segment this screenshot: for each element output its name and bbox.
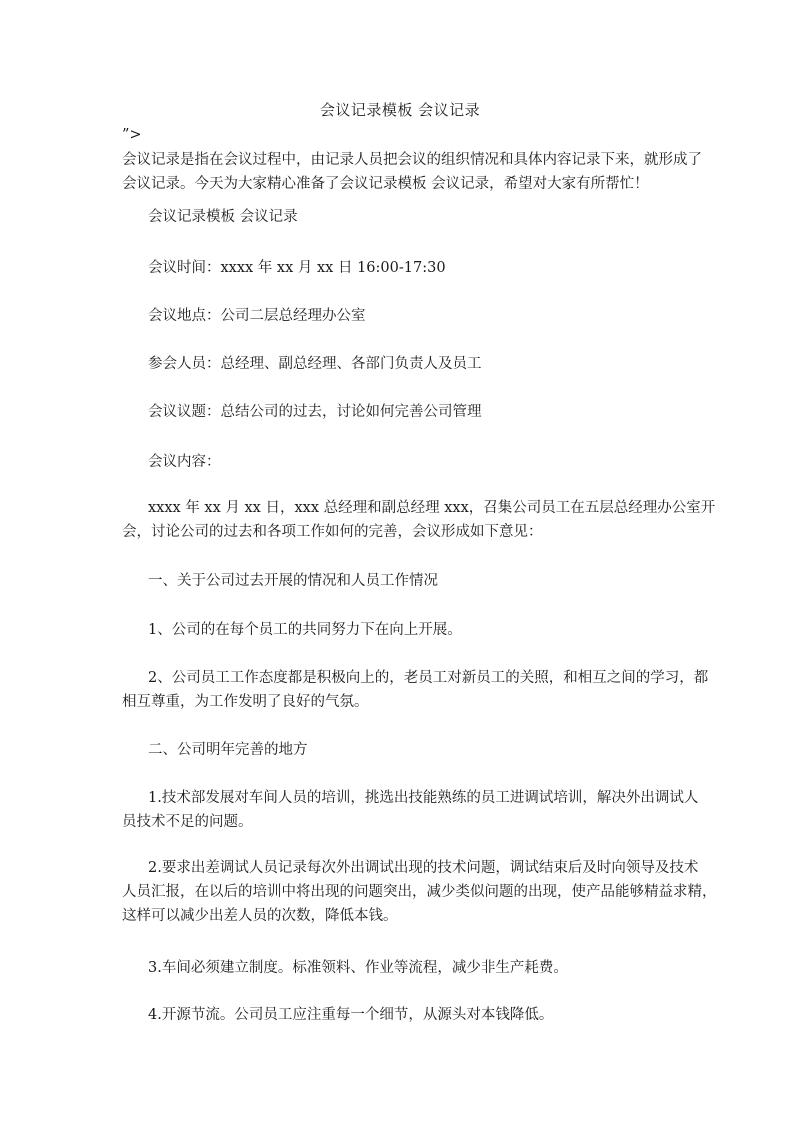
section-2-item-2-line: 2.要求出差调试人员记录每次外出调试出现的技术问题，调试结束后及时向领导及技术	[148, 860, 699, 876]
intro-line: 会议记录是指在会议过程中，由记录人员把会议的组织情况和具体内容记录下来，就形成了	[122, 152, 702, 168]
section-1-item-2-line: 相互尊重，为工作发明了良好的气氛。	[122, 694, 369, 710]
section-1-item-2-line: 2、公司员工工作态度都是积极向上的，老员工对新员工的关照，和相互之间的学习，都	[148, 670, 709, 686]
document-title: 会议记录模板 会议记录	[319, 101, 481, 119]
meeting-attendees: 参会人员：总经理、副总经理、各部门负责人及员工	[148, 356, 482, 372]
opening-paragraph	[122, 496, 716, 544]
section-2-item-3: 3.车间必须建立制度。标准领料、作业等流程，减少非生产耗费。	[148, 960, 568, 976]
section-2-item-4: 4.开源节流。公司员工应注重每一个细节，从源头对本钱降低。	[148, 1007, 554, 1023]
opening-line: 会，讨论公司的过去和各项工作如何的完善，会议形成如下意见：	[122, 524, 543, 540]
section-2-item-1	[122, 786, 699, 834]
opening-line: xxxx 年 xx 月 xx 日，xxx 总经理和副总经理 xxx，召集公司员工在五层总经理办公室开	[148, 500, 716, 516]
section-2-item-2-line: 这样可以减少出差人员的次数，降低本钱。	[122, 908, 398, 924]
section-2-item-1-line: 员技术不足的问题。	[122, 814, 253, 830]
stray-mark: ”>	[122, 127, 142, 143]
section-2-item-1-line: 1.技术部发展对车间人员的培训，挑选出技能熟练的员工进调试培训，解决外出调试人	[148, 790, 699, 806]
section-2-heading: 二、公司明年完善的地方	[148, 742, 308, 758]
section-2-item-2	[122, 856, 717, 928]
meeting-time: 会议时间：xxxx 年 xx 月 xx 日 16:00-17:30	[148, 260, 446, 276]
section-1-heading: 一、关于公司过去开展的情况和人员工作情况	[148, 573, 438, 589]
meeting-topic: 会议议题：总结公司的过去，讨论如何完善公司管理	[148, 404, 482, 420]
meeting-place: 会议地点：公司二层总经理办公室	[148, 308, 366, 324]
section-2-item-2-line: 人员汇报，在以后的培训中将出现的问题突出，减少类似问题的出现，使产品能够精益求精，	[122, 884, 717, 900]
meeting-content-label: 会议内容：	[148, 454, 221, 470]
document-subtitle: 会议记录模板 会议记录	[148, 209, 298, 225]
intro-paragraph	[122, 148, 702, 196]
section-1-item-1: 1、公司的在每个员工的共同努力下在向上开展。	[148, 622, 462, 638]
section-1-item-2	[122, 666, 709, 714]
intro-line: 会议记录。今天为大家精心准备了会议记录模板 会议记录，希望对大家有所帮忙！	[122, 176, 649, 192]
